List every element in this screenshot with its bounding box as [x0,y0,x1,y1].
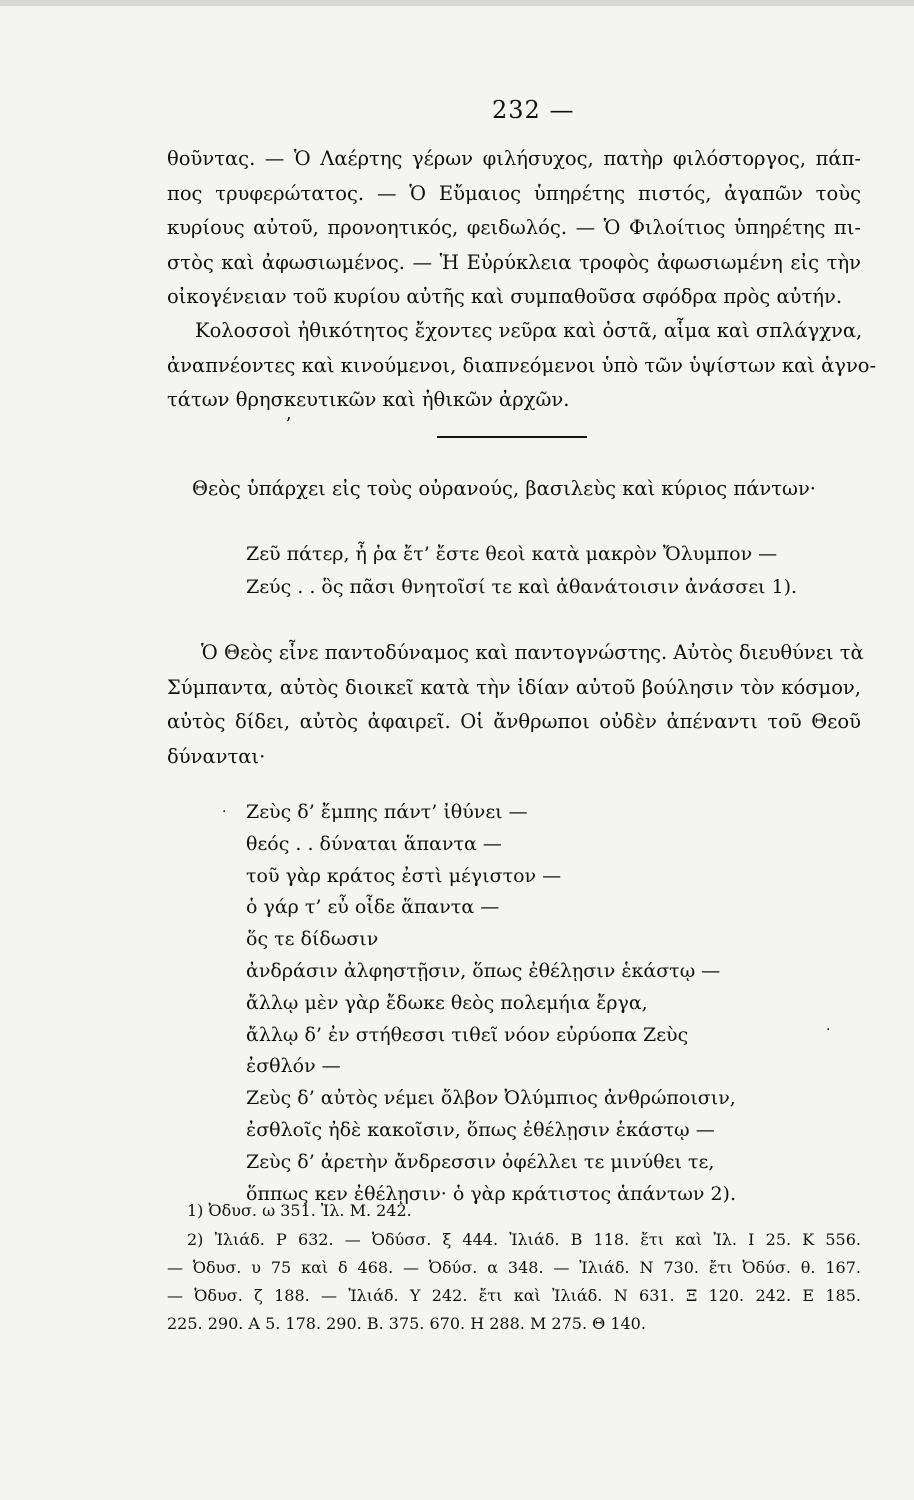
verse-line: ἐσθλοῖς ἠδὲ κακοῖσιν, ὅπως ἐθέλῃσιν ἑκάστῳ — [246,1118,715,1141]
verse-quote-2 [246,797,736,1210]
verse-line: ἀνδράσιν ἀλφηστῇσιν, ὅπως ἐθέλῃσιν ἑκάστῳ — [246,959,721,982]
verse-line: Ζεὺς δ’ αὐτὸς νέμει ὄλβον Ὀλύμπιος ἀνθρώποισιν, [246,1087,736,1110]
verse-line: θεός . . δύναται ἅπαντα — [246,832,502,855]
text-line: θοῦντας. — Ὁ Λαέρτης γέρων φιλήσυχος, πατὴρ φιλόστοργος, πάπ- [167,147,861,170]
footnote-1: 1) Ὀδυσ. ω 351. Ἰλ. Μ. 242. [187,1201,412,1220]
verse-line: ἄλλῳ δ’ ἐν στήθεσσι τιθεῖ νόον εὐρύοπα Ζεὺς [246,1023,689,1046]
text-line: Ὁ Θεὸς εἶνε παντοδύναμος καὶ παντογνώστης. Αὐτὸς διευθύνει τὰ [201,641,864,664]
verse-line: ἄλλῳ μὲν γὰρ ἔδωκε θεὸς πολεμήια ἔργα, [246,991,648,1014]
text-line: οἰκογένειαν τοῦ κυρίου αὐτῆς καὶ συμπαθοῦσα σφόδρα πρὸς αὐτήν. [167,285,843,308]
verse-quote-1 [246,538,797,604]
page-number: 232 — [492,96,575,124]
text-line: πος τρυφερώτατος. — Ὁ Εὔμαιος ὑπηρέτης πιστός, ἀγαπῶν τοὺς [167,181,861,205]
verse-line: ἐσθλόν — [246,1055,341,1078]
footnote-line: — Ὀδυσ. υ 75 καὶ δ 468. — Ὀδύσ. α 348. — Ἰλιάδ. Ν 730. ἔτι Ὀδύσ. θ. 167. [167,1258,861,1277]
bullet-dot: · [826,1022,831,1038]
paragraph-omnipotence [167,636,864,774]
text-line: κυρίους αὐτοῦ, προνοητικός, φειδωλός. — Ὁ Φιλοίτιος ὑπηρέτης πι- [167,216,861,239]
text-line: τάτων θρησκευτικῶν καὶ ἠθικῶν ἀρχῶν. [167,388,570,411]
section-heading-line: Θεὸς ὑπάρχει εἰς τοὺς οὐρανούς, βασιλεὺς καὶ κύριος πάντων· [192,477,816,500]
footnote-line: 225. 290. Α 5. 178. 290. Β. 375. 670. Η 288. Μ 275. Θ 140. [167,1314,646,1333]
footnote-line: — Ὀδυσ. ζ 188. — Ἰλιάδ. Υ 242. ἔτι καὶ Ἰλιάδ. Ν 631. Ξ 120. 242. Ε 185. [167,1286,861,1305]
page-top-edge [0,0,914,6]
verse-line: τοῦ γὰρ κράτος ἐστὶ μέγιστον — [246,864,562,887]
verse-line: Ζεύς . . ὃς πᾶσι θνητοῖσί τε καὶ ἀθανάτοισιν ἀνάσσει 1). [246,576,798,598]
verse-line: Ζεὺς δ’ ἔμπης πάντ’ ἰθύνει — [246,801,528,823]
footnote-2 [167,1226,861,1338]
paragraph-colossi [167,314,877,418]
verse-line: Ζεῦ πάτερ, ἦ ῥα ἔτ’ ἔστε θεοὶ κατὰ μακρὸν Ὄλυμπον — [246,543,778,565]
section-divider [437,436,587,438]
bullet-dot: · [222,804,227,820]
text-line: Σύμπαντα, αὐτὸς διοικεῖ κατὰ τὴν ἰδίαν αὐτοῦ βούλησιν τὸν κόσμον, [167,675,861,699]
verse-line: ὅς τε δίδωσιν [246,928,379,951]
verse-line: ὁ γάρ τ’ εὖ οἶδε ἅπαντα — [246,896,500,919]
text-line: αὐτὸς δίδει, αὐτὸς ἀφαιρεῖ. Οἱ ἄνθρωποι οὐδὲν ἀπέναντι τοῦ Θεοῦ [167,710,861,733]
text-line: δύνανται· [167,744,266,768]
paragraph-characters [167,142,861,315]
footnote-line: 2) Ἰλιάδ. Ρ 632. — Ὀδύσσ. ξ 444. Ἰλιάδ. Β 118. ἔτι καὶ Ἰλ. Ι 25. Κ 556. [187,1230,861,1249]
text-line: Κολοσσοὶ ἠθικότητος ἔχοντες νεῦρα καὶ ὀστᾶ, αἷμα καὶ σπλάγχνα, [195,319,863,342]
stray-ink-mark: ʼ [285,414,291,435]
text-line: στὸς καὶ ἀφωσιωμένος. — Ἡ Εὐρύκλεια τροφὸς ἀφωσιωμένη εἰς τὴν [167,250,861,274]
text-line: ἀναπνέοντες καὶ κινούμενοι, διαπνεόμενοι ὑπὸ τῶν ὑψίστων καὶ ἁγνο- [167,353,877,377]
verse-line: Ζεὺς δ’ ἀρετὴν ἄνδρεσσιν ὀφέλλει τε μινύθει τε, [246,1150,715,1173]
verse-line: ὅππως κεν ἐθέλῃσιν· ὁ γὰρ κράτιστος ἁπάντων 2). [246,1182,736,1205]
